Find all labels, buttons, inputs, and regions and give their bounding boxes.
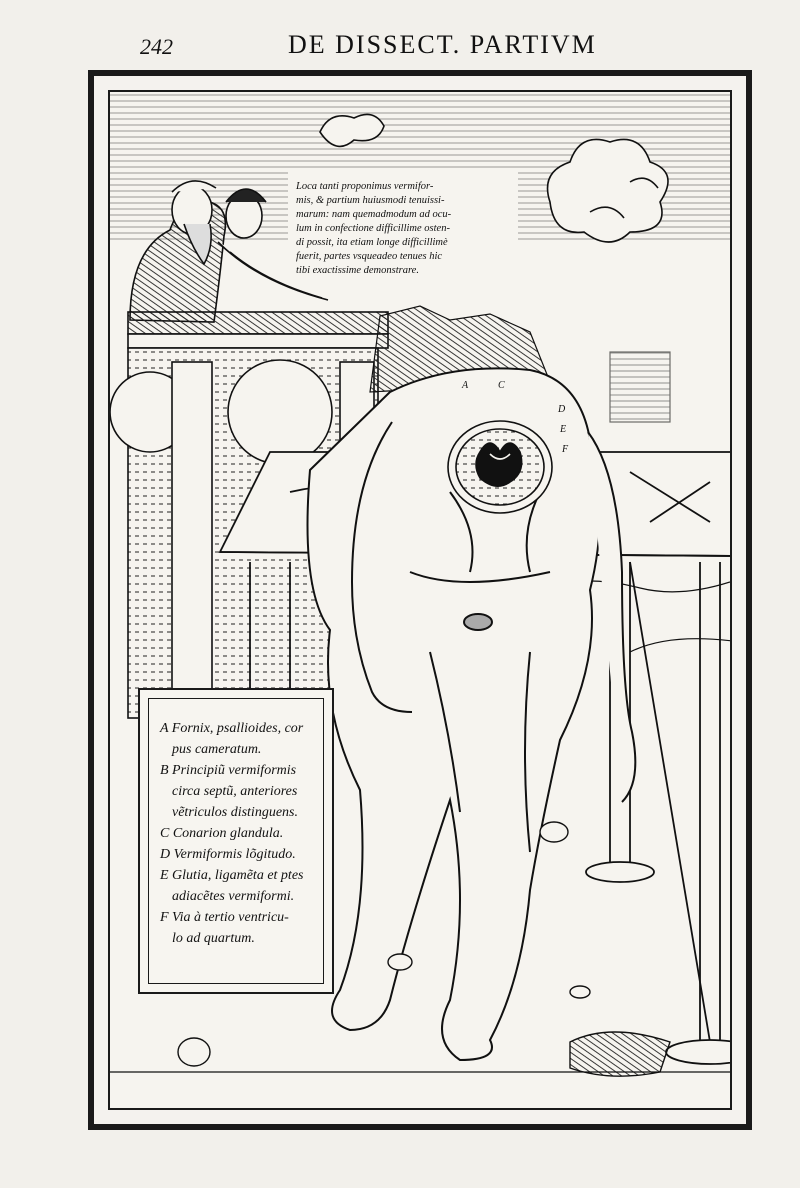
legend-line: D Vermiformis lõgitudo. bbox=[160, 847, 296, 862]
legend-tablet bbox=[138, 688, 334, 994]
page-number: 242 bbox=[140, 34, 173, 59]
legend-line: E Glutia, ligamẽta et ptes bbox=[160, 868, 304, 883]
caption-line: marum: nam quemadmodum ad ocu- bbox=[296, 209, 452, 220]
caption-line: di possit, ita etiam longe difficillimè bbox=[296, 237, 448, 248]
label-D: D bbox=[558, 404, 566, 415]
caption-line: mis, & partium huiusmodi tenuissi- bbox=[296, 195, 445, 206]
caption-line: tibi exactissime demonstrare. bbox=[296, 265, 419, 276]
legend-line: C Conarion glandula. bbox=[160, 826, 284, 841]
legend-line: A Fornix, psallioides, cor bbox=[160, 721, 304, 736]
legend-line: vẽtriculos distinguens. bbox=[172, 805, 298, 820]
caption-text bbox=[296, 180, 482, 278]
running-head: DE DISSECT. PARTIVM bbox=[288, 30, 597, 59]
legend-line: circa septũ, anteriores bbox=[172, 784, 298, 799]
label-C: C bbox=[498, 380, 505, 391]
legend-line: adiacẽtes vermiformi. bbox=[172, 889, 295, 904]
legend-line: B Principiũ vermiformis bbox=[160, 763, 297, 778]
caption-line: lum in confectione difficillime osten- bbox=[296, 223, 450, 234]
label-E: E bbox=[560, 424, 567, 435]
legend-line: F Via à tertio ventricu- bbox=[160, 910, 289, 925]
label-A: A bbox=[462, 380, 469, 391]
legend-list bbox=[160, 718, 330, 949]
legend-line: lo ad quartum. bbox=[172, 931, 255, 946]
caption-line: Loca tanti proponimus vermifor- bbox=[296, 181, 434, 192]
brain-section bbox=[448, 421, 552, 513]
label-F: F bbox=[562, 444, 569, 455]
caption-line: fuerit, partes vsqueadeo tenues hic bbox=[296, 251, 443, 262]
legend-line: pus cameratum. bbox=[172, 742, 262, 757]
